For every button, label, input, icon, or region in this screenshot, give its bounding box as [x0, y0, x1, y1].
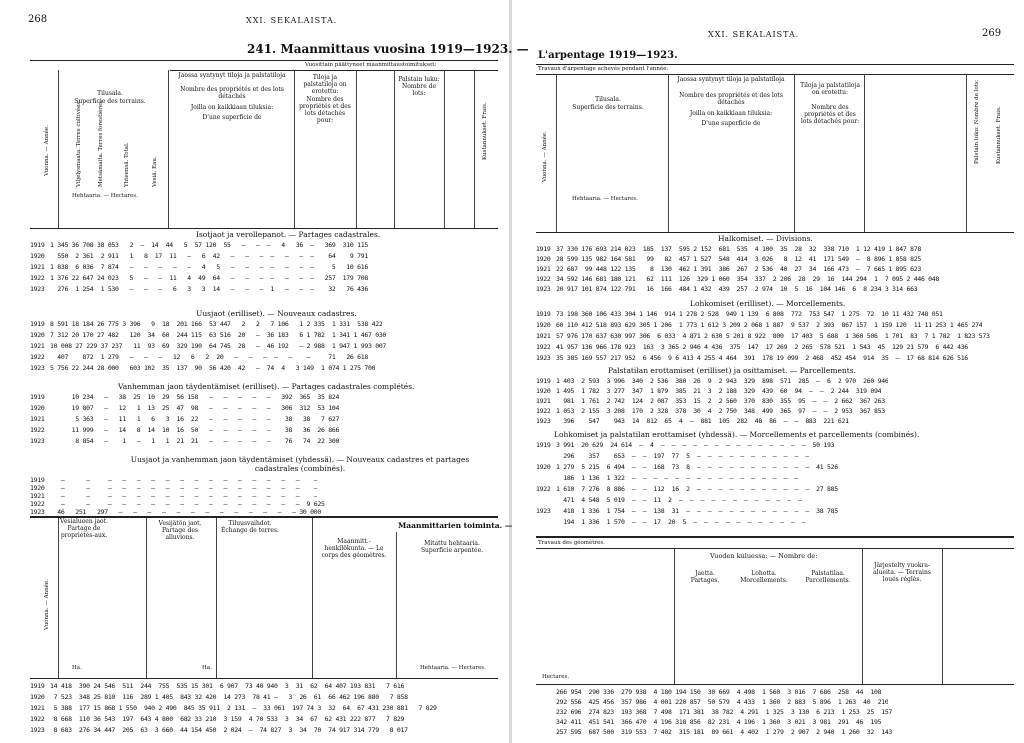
rule [356, 70, 357, 228]
table-row: 8 854 — 1 — 1 1 21 21 — — — — — 76 74 22 300 [50, 437, 340, 445]
year-label: 1923 [536, 354, 551, 362]
rule [216, 518, 217, 678]
rule [444, 70, 445, 228]
year-label: 1921 [30, 342, 45, 350]
year-label: 1922 [30, 274, 45, 282]
year-label: 1920 [536, 463, 551, 471]
year-label: 1923 [30, 285, 45, 293]
table-row: 5 756 22 244 28 000 603 102 35 137 90 56 420 42 — 74 4 3 149 1 074 1 275 700 [50, 364, 376, 372]
r-col-superficie: Superficie des terrains. [572, 104, 644, 111]
table-row: 194 1 336 1 570 — — 17 20 5 — — — — — — — — — — — [556, 518, 806, 526]
table-row: 37 330 176 693 214 023 185 137 595 2 152 681 535 4 100 35 28 32 338 710 1 12 419 1 847 878 [556, 245, 921, 253]
table-row: 342 411 451 541 366 470 4 196 318 856 82 231 4 196 1 360 3 021 3 981 291 46 195 [556, 718, 882, 726]
left-page-number: 268 [28, 14, 48, 25]
bottom-col-tiluusvaihdot: Tiluusvaihdot. Échange de terres. [221, 520, 279, 534]
table-row: 10 008 27 229 37 237 11 93 69 329 190 64 745 28 — 46 192 — 2 988 1 947 1 993 007 [50, 342, 387, 350]
rule [30, 678, 498, 679]
r-section-halkomiset: Halkomiset. — Divisions. [718, 234, 813, 243]
year-label: 1922 [30, 500, 45, 508]
r-col-nombre: Nombre des propriétés et des lots détachés [679, 92, 783, 106]
table-row: 1 610 7 276 8 886 — — 112 16 2 — — — — — — — — — — — 27 885 [556, 485, 838, 493]
table-row: 418 1 336 1 754 — — 138 31 — — — — — — — — — — — — 38 785 [556, 507, 838, 515]
rule [794, 74, 795, 232]
year-label: 1919 [30, 320, 45, 328]
r-section-lohkomiset: Lohkomiset (erilliset). — Morcellements. [690, 299, 846, 308]
col-dune: D'une superficie de [202, 114, 262, 121]
table-row: 34 592 146 681 180 121 62 111 126 329 1 060 354 337 2 206 28 29 16 144 294 1 7 095 2 446 048 [556, 275, 940, 283]
table-row: 7 312 20 170 27 482 120 34 60 244 115 63 516 20 — 36 183 6 1 782 1 341 1 467 030 [50, 331, 387, 339]
table-row: 5 388 177 15 868 1 550 940 2 490 845 35 911 2 131 — 33 061 197 74 3 32 64 67 431 230 881 7 829 [50, 704, 437, 712]
table-row: 20 917 101 874 122 791 16 166 484 1 432 439 257 2 974 10 5 16 104 146 6 8 234 3 314 663 [556, 285, 918, 293]
table-row: 1 053 2 155 3 208 170 2 328 378 30 4 2 750 348 499 365 97 — — 2 953 367 853 [556, 407, 885, 415]
table-row: 73 198 360 106 433 304 1 146 914 1 278 2 528 949 1 139 6 808 772 753 547 1 275 72 10 11 432 748 051 [556, 310, 943, 318]
table-row: 471 4 548 5 019 — — 11 2 — — — — — — — — — — — — [556, 496, 802, 504]
year-label: 1922 [30, 715, 45, 723]
r-bottom-vuoden: Vuoden kuluessa: — Nombre de: [710, 552, 818, 560]
year-label: 1919 [30, 682, 45, 690]
section-uusjaot: Uusjaot (erilliset). — Nouveaux cadastres. [196, 309, 357, 318]
col-viljelysmaata: Viljelysmaata. Terres cultivées. [76, 100, 82, 187]
year-label: 1919 [536, 245, 551, 253]
table-row: 292 556 425 456 357 986 4 001 220 857 50 579 4 433 1 360 2 883 5 896 1 263 40 210 [556, 698, 889, 706]
table-row: 1 345 36 708 38 053 2 — 14 44 5 57 120 55 — — — 4 36 — 369 310 115 [50, 241, 368, 249]
rule [58, 70, 59, 228]
table-row: 14 418 390 24 546 511 244 755 535 15 301 6 907 73 40 940 3 31 62 64 407 193 831 7 616 [50, 682, 405, 690]
right-table-title: L'arpentage 1919—1923. [538, 50, 678, 61]
right-running-head: XXI. SEKALAISTA. [708, 30, 800, 39]
col-tiloja-ja: Tiloja ja palstatiloja on erotettu: [303, 74, 347, 95]
bottom-ha-2: Ha. [202, 665, 212, 671]
bottom-col-maanmittarien: Maanmittarien toiminta. — [398, 521, 513, 530]
rule [862, 548, 863, 684]
r-col-kustannukset: Kustannukset. Frais. [996, 106, 1002, 164]
col-superficie: Superficie des terrains. [74, 98, 146, 105]
right-page [512, 0, 1024, 743]
rule [556, 74, 557, 232]
year-label: 1923 [30, 508, 45, 516]
year-label: 1921 [536, 265, 551, 273]
rule [30, 228, 498, 229]
year-label: 1921 [30, 492, 45, 500]
year-label: 1919 [30, 393, 45, 401]
table-row: 46 251 297 — — — — — — — — — — — — — 30 000 [50, 508, 322, 516]
year-label: 1920 [30, 404, 45, 412]
table-row: 57 976 170 637 630 997 306 6 033 4 871 2 630 5 201 8 922 800 17 403 5 688 1 360 506 1 701 83 7 1 782 1 823 573 [556, 332, 990, 340]
bottom-col-vesialueen: Vesialueen jaot. Partage de propriétés-aux. [60, 518, 108, 539]
col-vesia: Vesiä. Eau. [152, 156, 158, 187]
year-label: 1920 [30, 252, 45, 260]
rule [146, 518, 147, 678]
r-bottom-jarjestelty: Järjestelty vuokra-alueita. — Terrains loués réglés. [873, 562, 931, 583]
section-isojaot: Isotjaot ja verollepanot. — Partages cadastrales. [196, 230, 381, 239]
table-row: — — — — — — — — — — — — — — — — 9 625 [50, 500, 325, 508]
year-label: 1919 [536, 377, 551, 385]
table-row: 41 957 136 966 178 923 163 3 365 2 946 4 436 375 147 17 269 2 265 578 521 1 543 45 129 21 579 6 442 436 [556, 343, 968, 351]
r-section-palstatilan: Palstatilan erottamiset (erilliset) ja osittamiset. — Parcellements. [608, 366, 856, 375]
right-page-number: 269 [982, 28, 1002, 39]
table-row: 1 279 5 215 6 494 — — 168 73 8 — — — — — — — — — — — 41 526 [556, 463, 838, 471]
col-vuonna: Vuonna. — Année. [44, 125, 50, 176]
table-row: 186 1 136 1 322 — — — — — — — — — — — — — — — — [556, 474, 799, 482]
year-label: 1919 [30, 476, 45, 484]
year-label: 1919 [30, 241, 45, 249]
rule [396, 532, 397, 678]
rule [536, 536, 1014, 538]
rule [312, 518, 313, 678]
table-row: 1 838 6 036 7 874 — — — — — 4 5 — — — — — — — 5 10 616 [50, 263, 368, 271]
bottom-col-vuonna: Vuonna. — Année. [44, 579, 50, 630]
table-row: 981 1 761 2 742 124 2 087 353 15 2 2 560 370 830 355 95 — — 2 662 367 263 [556, 397, 885, 405]
col-tilusala: Tilusala. [97, 90, 123, 97]
bottom-col-henkilo: Maanmitt.-henkilökunta. — Le corps des géomètres. [321, 538, 387, 559]
rule [864, 74, 865, 232]
year-label: 1921 [30, 415, 45, 423]
table-row: 1 376 22 647 24 023 5 — — 11 4 49 64 — — — — — — — 257 179 708 [50, 274, 368, 282]
table-row: 396 547 943 14 812 65 4 — 881 105 282 48 86 — — 883 221 621 [556, 417, 849, 425]
table-row: 3 991 20 629 24 614 — 4 — — — — — — — — — — — — — — 50 193 [556, 441, 835, 449]
year-label: 1921 [536, 332, 551, 340]
r-col-dune: D'une superficie de [701, 120, 761, 127]
year-label: 1920 [30, 693, 45, 701]
rule [58, 518, 59, 678]
rule [942, 548, 943, 684]
year-label: 1923 [30, 364, 45, 372]
year-label: 1919 [536, 310, 551, 318]
table-row: 296 357 653 — — 197 77 5 — — — — — — — — — — — [556, 452, 809, 460]
table-row: 8 668 110 36 543 197 643 4 800 682 33 210 3 159 4 70 533 3 34 67 62 431 222 877 7 829 [50, 715, 405, 723]
r-col-tiloja: Tiloja ja palstatiloja on erotettu: [800, 82, 860, 96]
r-bottom-jaetta: Jaetta. Partages. [690, 570, 720, 584]
col-kustannukset: Kustannukset. Frais. [482, 102, 488, 160]
rule [668, 74, 669, 232]
r-col-palstain: Palstain luku: Nombre de lots: [974, 79, 980, 164]
table-row: 19 807 — 12 1 13 25 47 98 — — — — — 306 312 53 104 [50, 404, 340, 412]
year-label: 1923 [536, 507, 551, 515]
table-row: — — — — — — — — — — — — — — — — — [50, 484, 318, 492]
col-nombre: Nombre des propriétés et des lots détachés [180, 86, 284, 100]
hehtaaria-label: Hehtaaria. — Hectares. [72, 193, 138, 199]
r-col-vuonna: Vuonna. — Année. [542, 131, 548, 182]
year-label: 1923 [30, 726, 45, 734]
year-label: 1921 [30, 704, 45, 712]
rule [30, 60, 498, 61]
section-uusjaot-yhdessa: Uusjaot ja vanhemman jaon täydentämiset (yhdessä). — Nouveaux cadastres et partages cadastrales (combinés). [130, 455, 470, 473]
r-hehtaaria-label: Hehtaaria. — Hectares. [572, 196, 638, 202]
rule [674, 548, 675, 684]
table-row: 550 2 361 2 911 1 8 17 11 — 6 42 — — — — — — — 64 9 791 [50, 252, 368, 260]
year-label: 1920 [536, 387, 551, 395]
col-jaossa: Jaossa syntynyt tiloja ja palstatiloja [178, 72, 286, 79]
r-section-yhdessa: Lohkomiset ja palstatilan erottamiset (yhdessä). — Morcellements et parcellements (combinés). [554, 430, 920, 439]
rule [536, 74, 1014, 75]
bottom-col-vesijatton: Vesijätön jaot. Partage des alluvions. [158, 520, 202, 541]
table-row: 10 234 — 38 25 10 29 56 158 — — — — — 392 365 35 824 [50, 393, 340, 401]
right-top-banner: Travaux d'arpentage achevés pendant l'année. [538, 66, 669, 72]
bottom-hehtaaria: Hehtaaria. — Hectares. [420, 665, 486, 671]
table-row: 8 683 276 34 447 205 63 3 660 44 154 450 2 024 — 74 827 3 34 70 74 917 314 779 8 017 [50, 726, 408, 734]
rule [536, 232, 1014, 233]
year-label: 1922 [30, 353, 45, 361]
r-bottom-palstatilaa: Palstatilaa. Parcellements. [805, 570, 851, 584]
r-col-jaossa: Jaossa syntynyt tiloja ja palstatiloja [677, 76, 785, 83]
year-label: 1922 [536, 275, 551, 283]
table-row: 7 523 348 25 810 116 289 1 405 843 32 420 14 273 78 41 — 3 26 61 66 462 196 880 7 858 [50, 693, 408, 701]
col-palstain: Palstain luku: Nombre de lots: [398, 76, 440, 97]
bottom-ha-1: Ha. [72, 665, 82, 671]
rule [168, 70, 169, 228]
table-row: 407 872 1 279 — — — 12 6 2 20 — — — — — — 71 26 618 [50, 353, 368, 361]
table-row: 232 696 274 823 193 368 7 498 171 381 38 782 4 291 1 325 3 130 6 213 1 253 25 157 [556, 708, 893, 716]
year-label: 1923 [536, 417, 551, 425]
table-row: 266 954 290 336 279 938 4 180 194 150 30 669 4 498 1 560 3 016 7 686 258 44 108 [556, 688, 882, 696]
year-label: 1920 [30, 331, 45, 339]
r-col-nombre-prop: Nombre des propriétés et des lots détachés pour: [800, 104, 860, 125]
col-yhteensa: Yhteensä. Total. [124, 142, 130, 187]
bottom-col-mitattu: Mitattu hehtaaria. Superficie arpentée. [420, 540, 484, 554]
year-label: 1923 [30, 437, 45, 445]
section-vanhemman: Vanhemman jaon täydentämiset (erilliset). — Partages cadastrales complétés. [118, 382, 415, 391]
r-col-joilla: Joilla on kaikkiaan tiluksia: [689, 110, 773, 117]
rule [966, 74, 967, 232]
r-col-tilusala: Tilusala. [595, 96, 621, 103]
rule [294, 70, 295, 228]
table-row: — — — — — — — — — — — — — — — — — [50, 476, 318, 484]
left-table-title: 241. Maanmittaus vuosina 1919—1923. — [247, 42, 529, 56]
rule [394, 70, 395, 228]
year-label: 1921 [30, 263, 45, 271]
year-label: 1921 [536, 397, 551, 405]
table-row: 276 1 254 1 530 — — — 6 3 3 14 — — — 1 — — — 32 76 436 [50, 285, 368, 293]
year-label: 1922 [536, 485, 551, 493]
table-row: 8 591 18 184 26 775 3 396 9 18 201 166 53 447 2 2 7 106 1 2 335 1 331 538 422 [50, 320, 383, 328]
year-label: 1920 [30, 484, 45, 492]
table-row: 28 599 135 982 164 581 99 82 457 1 527 548 414 3 026 8 12 41 171 549 — 8 896 1 858 825 [556, 255, 921, 263]
col-joilla: Joilla on kaikkiaan tiluksia: [190, 104, 274, 111]
r-bottom-lohotta: Lohotta. Morcellements. [740, 570, 788, 584]
table-row: 1 403 2 593 3 996 340 2 536 380 26 9 2 943 329 898 571 285 — 6 2 970 260 946 [556, 377, 889, 385]
table-row: 60 110 412 518 893 629 305 1 206 1 773 1 612 3 209 2 068 1 887 9 537 2 393 867 157 1 159 120 11 11 253 1 465 274 [556, 321, 983, 329]
col-nombre-prop: Nombre des propriétés et des lots détachés pour: [299, 96, 351, 124]
col-metsamaita: Metsämaita. Terres forestières. [98, 99, 104, 187]
rule [474, 70, 475, 228]
rule [536, 684, 1014, 685]
table-row: 5 363 — 11 1 6 3 16 22 — — — — — 38 38 7 627 [50, 415, 340, 423]
year-label: 1922 [536, 343, 551, 351]
r-bottom-hectares: Hectares. [542, 674, 570, 680]
year-label: 1922 [30, 426, 45, 434]
left-running-head: XXI. SEKALAISTA. [246, 16, 338, 25]
table-row: 257 595 687 500 319 553 7 402 315 181 89 661 4 402 1 279 2 907 2 940 1 260 32 143 [556, 728, 893, 736]
top-banner: Vuosittain päättyneet maanmittaustoimitukset: [305, 62, 437, 68]
year-label: 1919 [536, 441, 551, 449]
rule [536, 64, 1014, 65]
year-label: 1920 [536, 255, 551, 263]
table-row: 11 999 — 14 8 14 10 16 50 — — — — — 38 36 26 866 [50, 426, 340, 434]
year-label: 1922 [536, 407, 551, 415]
r-bottom-banner: Travaux des géomètres. [538, 540, 605, 546]
table-row: 1 495 1 782 3 277 347 1 879 385 21 3 2 188 329 439 60 94 — — 2 244 319 094 [556, 387, 882, 395]
rule [170, 70, 498, 71]
year-label: 1920 [536, 321, 551, 329]
table-row: 35 385 169 557 217 952 6 456 9 6 413 4 255 4 464 391 178 19 099 2 468 452 454 914 35 — 17 68 814 626 516 [556, 354, 968, 362]
table-row: — — — — — — — — — — — — — — — — — [50, 492, 318, 500]
year-label: 1923 [536, 285, 551, 293]
table-row: 22 687 99 448 122 135 8 130 462 1 391 386 267 2 536 40 27 34 166 473 — 7 665 1 895 623 [556, 265, 921, 273]
